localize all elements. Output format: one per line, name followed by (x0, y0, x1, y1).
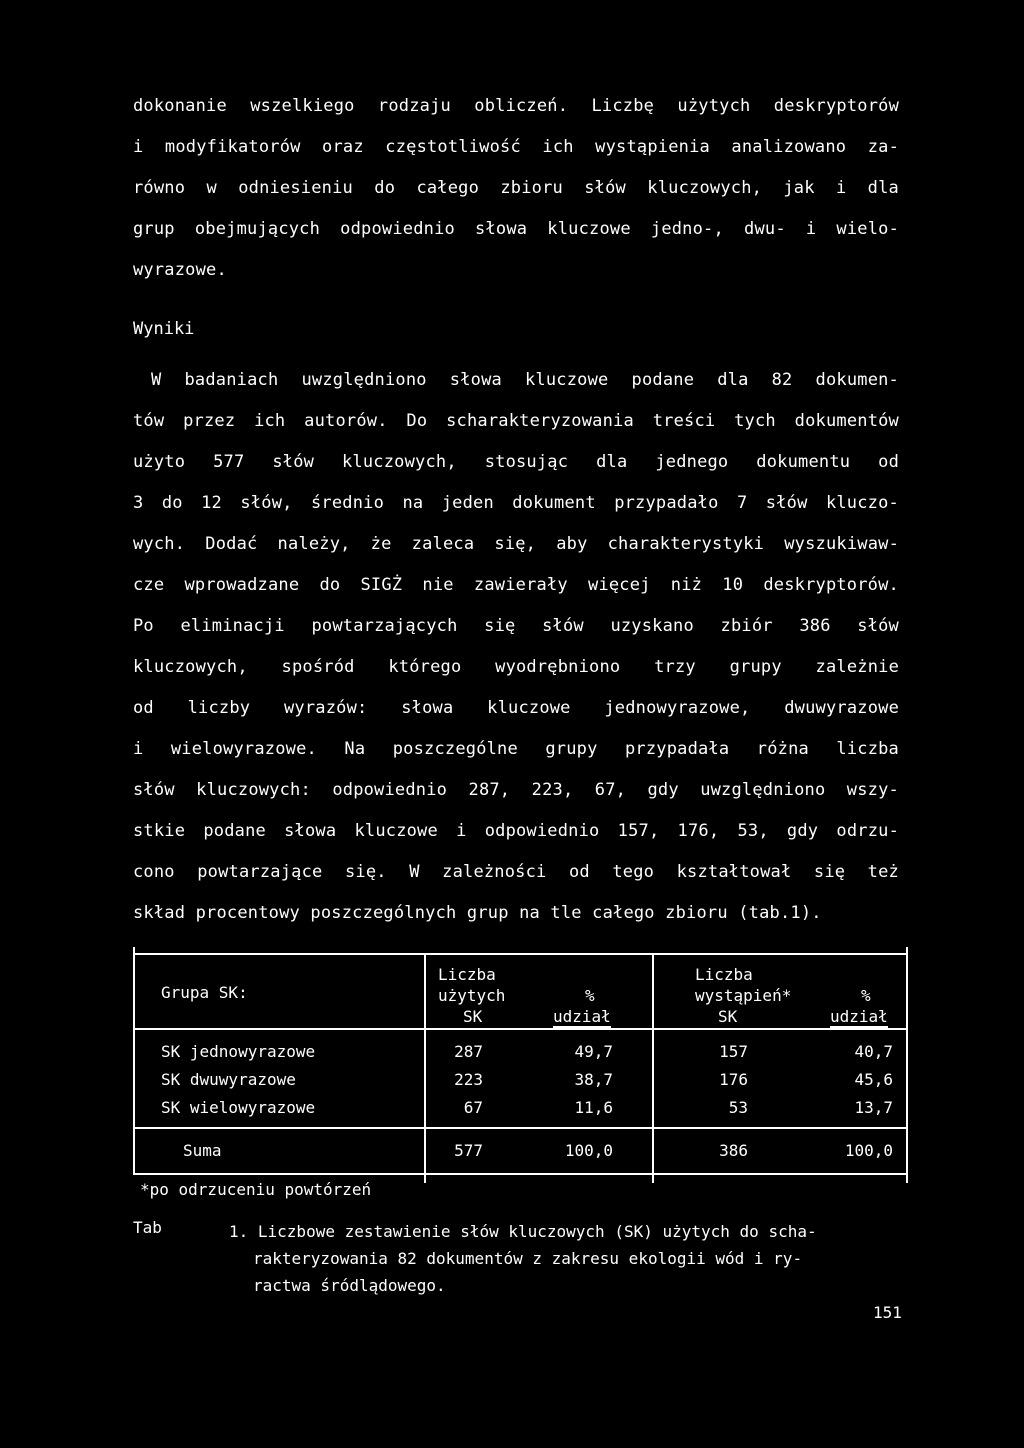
total-count: 577 (454, 1141, 483, 1160)
table-footnote: *po odrzuceniu powtórzeń (140, 1180, 372, 1199)
text-line: grup obejmujących odpowiednio słowa kluczowe jedno-, dwu- i wielo- (133, 219, 899, 239)
row-count: 287 (454, 1042, 483, 1061)
text-line: cono powtarzające się. W zależności od tego kształtował się też (133, 862, 899, 882)
text-line: i modyfikatorów oraz częstotliwość ich wystąpienia analizowano za- (133, 137, 899, 157)
total-occurrences: 386 (719, 1141, 748, 1160)
text-line: dokonanie wszelkiego rodzaju obliczeń. Liczbę użytych deskryptorów (133, 96, 899, 116)
paragraph-intro (133, 86, 899, 291)
text-line: użyto 577 słów kluczowych, stosując dla jednego dokumentu od (133, 452, 899, 472)
text-line: słów kluczowych: odpowiednio 287, 223, 67, gdy uwzględniono wszy- (133, 780, 899, 800)
row-pct1: 11,6 (574, 1098, 613, 1117)
caption-line: ractwa śródlądowego. (253, 1276, 446, 1295)
header-count: SK (463, 1007, 483, 1026)
text-line: i wielowyrazowe. Na poszczególne grupy przypadała różna liczba (133, 739, 899, 759)
total-label: Suma (183, 1141, 222, 1160)
header-count: Liczba (438, 965, 496, 984)
table-top-rule (133, 953, 908, 955)
table-vrule (652, 953, 654, 1183)
row-pct1: 49,7 (574, 1042, 613, 1061)
header-occurrences: SK (718, 1007, 738, 1026)
caption-label: Tab (133, 1218, 162, 1237)
text-line: stkie podane słowa kluczowe i odpowiednio 157, 176, 53, gdy odrzu- (133, 821, 899, 841)
page-number: 151 (873, 1303, 902, 1322)
text-line: cze wprowadzane do SIGŻ nie zawierały więcej niż 10 deskryptorów. (133, 575, 899, 595)
header-group: Grupa SK: (161, 983, 248, 1002)
row-group: SK wielowyrazowe (161, 1098, 316, 1117)
caption-line: rakteryzowania 82 dokumentów z zakresu ekologii wód i ry- (253, 1249, 803, 1268)
table-total-rule (133, 1173, 908, 1175)
header-pct1: % (585, 986, 595, 1005)
row-group: SK jednowyrazowe (161, 1042, 316, 1061)
section-heading: Wyniki (133, 319, 195, 339)
caption-body (229, 1218, 899, 1299)
row-group: SK dwuwyrazowe (161, 1070, 296, 1089)
header-count: użytych (438, 986, 506, 1005)
text-line: tów przez ich autorów. Do scharakteryzowania treści tych dokumentów (133, 411, 899, 431)
header-occurrences: Liczba (695, 965, 753, 984)
text-line: od liczby wyrazów: słowa kluczowe jednowyrazowe, dwuwyrazowe (133, 698, 899, 718)
table-vrule (133, 953, 135, 1175)
header-occurrences: wystąpień* (695, 986, 792, 1005)
row-occurrences: 157 (719, 1042, 748, 1061)
text-line: 3 do 12 słów, średnio na jeden dokument przypadało 7 słów kluczo- (133, 493, 899, 513)
row-pct2: 45,6 (854, 1070, 893, 1089)
text-line: W badaniach uwzględniono słowa kluczowe podane dla 82 dokumen- (151, 370, 899, 390)
row-count: 67 (463, 1098, 483, 1117)
text-line: Po eliminacji powtarzających się słów uzyskano zbiór 386 słów (133, 616, 899, 636)
total-pct2: 100,0 (844, 1141, 893, 1160)
text-line: wych. Dodać należy, że zaleca się, aby charakterystyki wyszukiwaw- (133, 534, 899, 554)
paragraph-results (133, 360, 899, 934)
text-line: wyrazowe. (133, 260, 227, 280)
header-pct1: udział (553, 1007, 611, 1026)
row-pct2: 13,7 (854, 1098, 893, 1117)
row-count: 223 (454, 1070, 483, 1089)
row-pct2: 40,7 (854, 1042, 893, 1061)
text-line: równo w odniesieniu do całego zbioru słów kluczowych, jak i dla (133, 178, 899, 198)
caption-line: 1. Liczbowe zestawienie słów kluczowych (SK) użytych do scha- (229, 1222, 817, 1241)
table-header-rule (133, 1028, 908, 1030)
header-pct2: % (861, 986, 871, 1005)
table-vrule (906, 953, 908, 1183)
header-pct2: udział (830, 1007, 888, 1026)
row-occurrences: 176 (719, 1070, 748, 1089)
total-pct1: 100,0 (564, 1141, 613, 1160)
row-occurrences: 53 (728, 1098, 748, 1117)
text-line: skład procentowy poszczególnych grup na tle całego zbioru (tab.1). (133, 903, 822, 923)
table-body-rule (133, 1127, 908, 1129)
row-pct1: 38,7 (574, 1070, 613, 1089)
text-line: kluczowych, spośród którego wyodrębniono trzy grupy zależnie (133, 657, 899, 677)
